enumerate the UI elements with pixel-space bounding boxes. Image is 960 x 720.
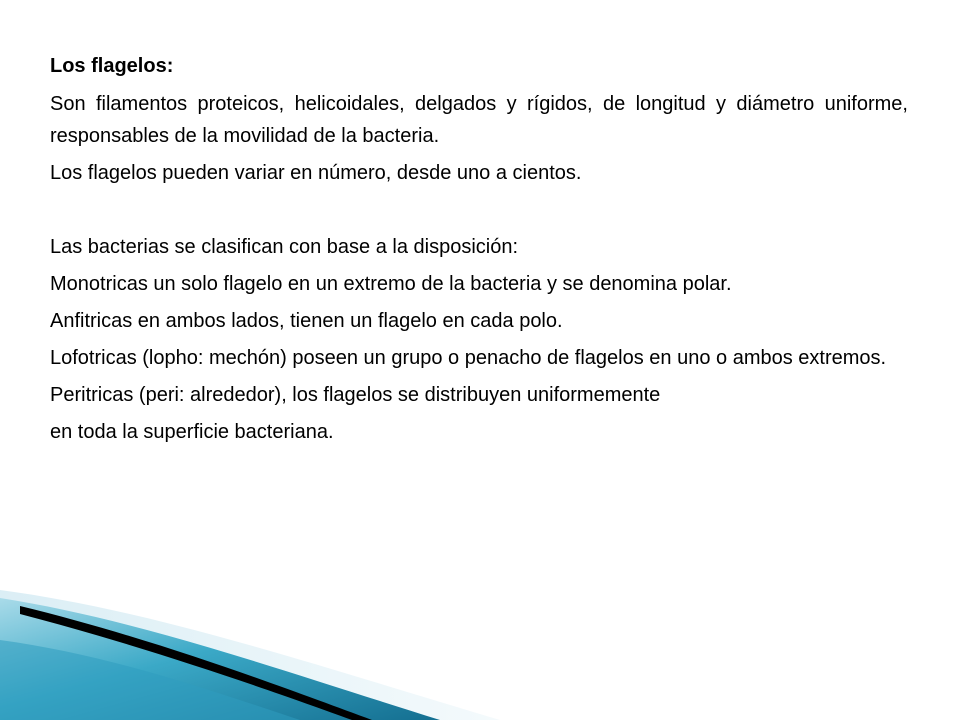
pale-swoosh	[0, 590, 500, 720]
paragraph-number: Los flagelos pueden variar en número, desde uno a cientos.	[50, 162, 582, 184]
paragraph-anfitricas: Anfitricas en ambos lados, tienen un flagelo en cada polo.	[50, 310, 563, 332]
teal-band	[0, 640, 300, 720]
paragraph-monotricas: Monotricas un solo flagelo en un extremo de la bacteria y se denomina polar.	[50, 273, 732, 295]
slide-heading: Los flagelos:	[50, 55, 174, 77]
dark-stripe	[20, 606, 372, 720]
slide-text-block	[50, 50, 908, 453]
paragraph-peritricas: Peritricas (peri: alrededor), los flagelos se distribuyen uniformemente	[50, 384, 661, 406]
paragraph-definition: Son filamentos proteicos, helicoidales, delgados y rígidos, de longitud y diámetro uniforme, responsables de la movilidad de la bacteria.	[50, 93, 908, 147]
blue-swoosh	[0, 598, 440, 720]
paragraph-classification: Las bacterias se clasifican con base a la disposición:	[50, 236, 519, 258]
paragraph-peritricas-continued: en toda la superficie bacteriana.	[50, 421, 334, 443]
paragraph-lofotricas: Lofotricas (lopho: mechón) poseen un grupo o penacho de flagelos en uno o ambos extremos.	[50, 347, 887, 369]
spacer	[50, 194, 908, 231]
